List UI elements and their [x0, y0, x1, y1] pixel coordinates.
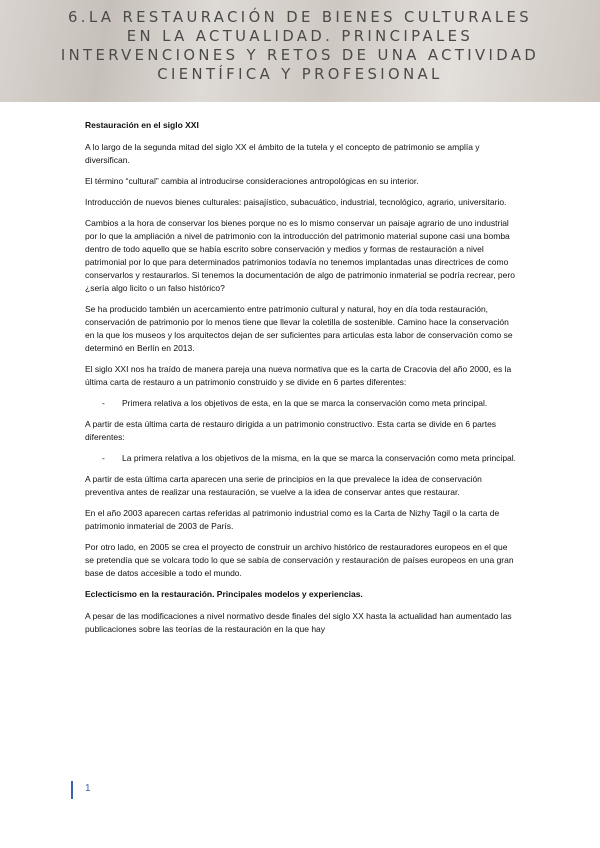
paragraph: El término “cultural” cambia al introducirse consideraciones antropológicas en su interior.: [85, 176, 419, 186]
chapter-title-line: EN LA ACTUALIDAD. PRINCIPALES: [126, 28, 474, 45]
list-item-text: La primera relativa a los objetivos de la misma, en la que se marca la conservación como meta principal.: [122, 453, 517, 463]
paragraph: En el año 2003 aparecen cartas referidas al patrimonio industrial como es la Carta de Nizhy Tagil o la carta de patrimonio inmaterial de 2003 de París.: [85, 508, 500, 531]
paragraph: Introducción de nuevos bienes culturales: paisajístico, subacuático, industrial, tecnológico, agrario, universitario.: [85, 197, 507, 207]
section-heading: Restauración en el siglo XXI: [85, 120, 199, 130]
paragraph: A partir de esta última carta aparecen una serie de principios en la que prevalece la idea de conservación preventiva antes de realizar una restauración, se vuelve a la idea de conservar antes que restaurar.: [85, 474, 482, 497]
paragraph: A pesar de las modificaciones a nivel normativo desde finales del siglo XX hasta la actualidad han aumentado las publicaciones sobre las teorías de la restauración en la que hay: [85, 611, 512, 634]
section-heading: Eclecticismo en la restauración. Principales modelos y experiencias.: [85, 589, 363, 599]
paragraph: Por otro lado, en 2005 se crea el proyecto de construir un archivo histórico de restauradores europeos en el que se pretendía que se volcara todo lo que se sabía de conservación y restauración de países europeos en una gran base de datos accesible a todo el mundo.: [85, 542, 514, 578]
list-item: [85, 452, 517, 465]
paragraph: A partir de esta última carta de restauro dirigida a un patrimonio constructivo. Esta carta se divide en 6 partes diferentes:: [85, 419, 497, 442]
chapter-title-line: 6.LA RESTAURACIÓN DE BIENES CULTURALES: [67, 9, 533, 26]
chapter-title-line: INTERVENCIONES Y RETOS DE UNA ACTIVIDAD: [60, 47, 540, 64]
chapter-title-line: CIENTÍFICA Y PROFESIONAL: [157, 66, 443, 83]
paragraph: A lo largo de la segunda mitad del siglo XX el ámbito de la tutela y el concepto de patrimonio se amplía y diversifican.: [85, 142, 480, 165]
paragraph: El siglo XXI nos ha traído de manera pareja una nueva normativa que es la carta de Cracovia del año 2000, es la última carta de restauro a un patrimonio construido y se divide en 6 partes diferentes:: [85, 364, 512, 387]
chapter-title: [0, 8, 600, 84]
chapter-banner: [0, 0, 600, 102]
paragraph: Cambios a la hora de conservar los bienes porque no es lo mismo conservar un paisaje agrario de uno industrial por lo que la ampliación a nivel de patrimonio con la introducción del patrimonio material supone casi una bomba dentro de todo aquello que se había escrito sobre conservación y medios y formas de restauración a nivel patrimonial por lo que para determinados patrimonios todavía no tenemos implantadas unas directrices de como conservarlos y restaurarlos. Si tenemos la documentación de algo de patrimonio inmaterial se podría recrear, pero ¿sería algo licito o un falso histórico?: [85, 218, 515, 293]
page-number-bar: [71, 781, 73, 799]
list-dash: -: [102, 453, 105, 463]
list-item: [85, 397, 517, 410]
list-item-text: Primera relativa a los objetivos de esta, en la que se marca la conservación como meta principal.: [122, 398, 488, 408]
paragraph: Se ha producido también un acercamiento entre patrimonio cultural y natural, hoy en día toda restauración, conservación de patrimonio por lo menos tiene que llevar la coletilla de sostenible. Camino hace la conservación en la que los museos y los arquitectos dejan de ser suficientes para articulas esta labor de conservación como se determinó en Berlín en 2013.: [85, 304, 513, 353]
document-body: [85, 119, 517, 644]
page-number: 1: [85, 783, 91, 794]
list-dash: -: [102, 398, 105, 408]
